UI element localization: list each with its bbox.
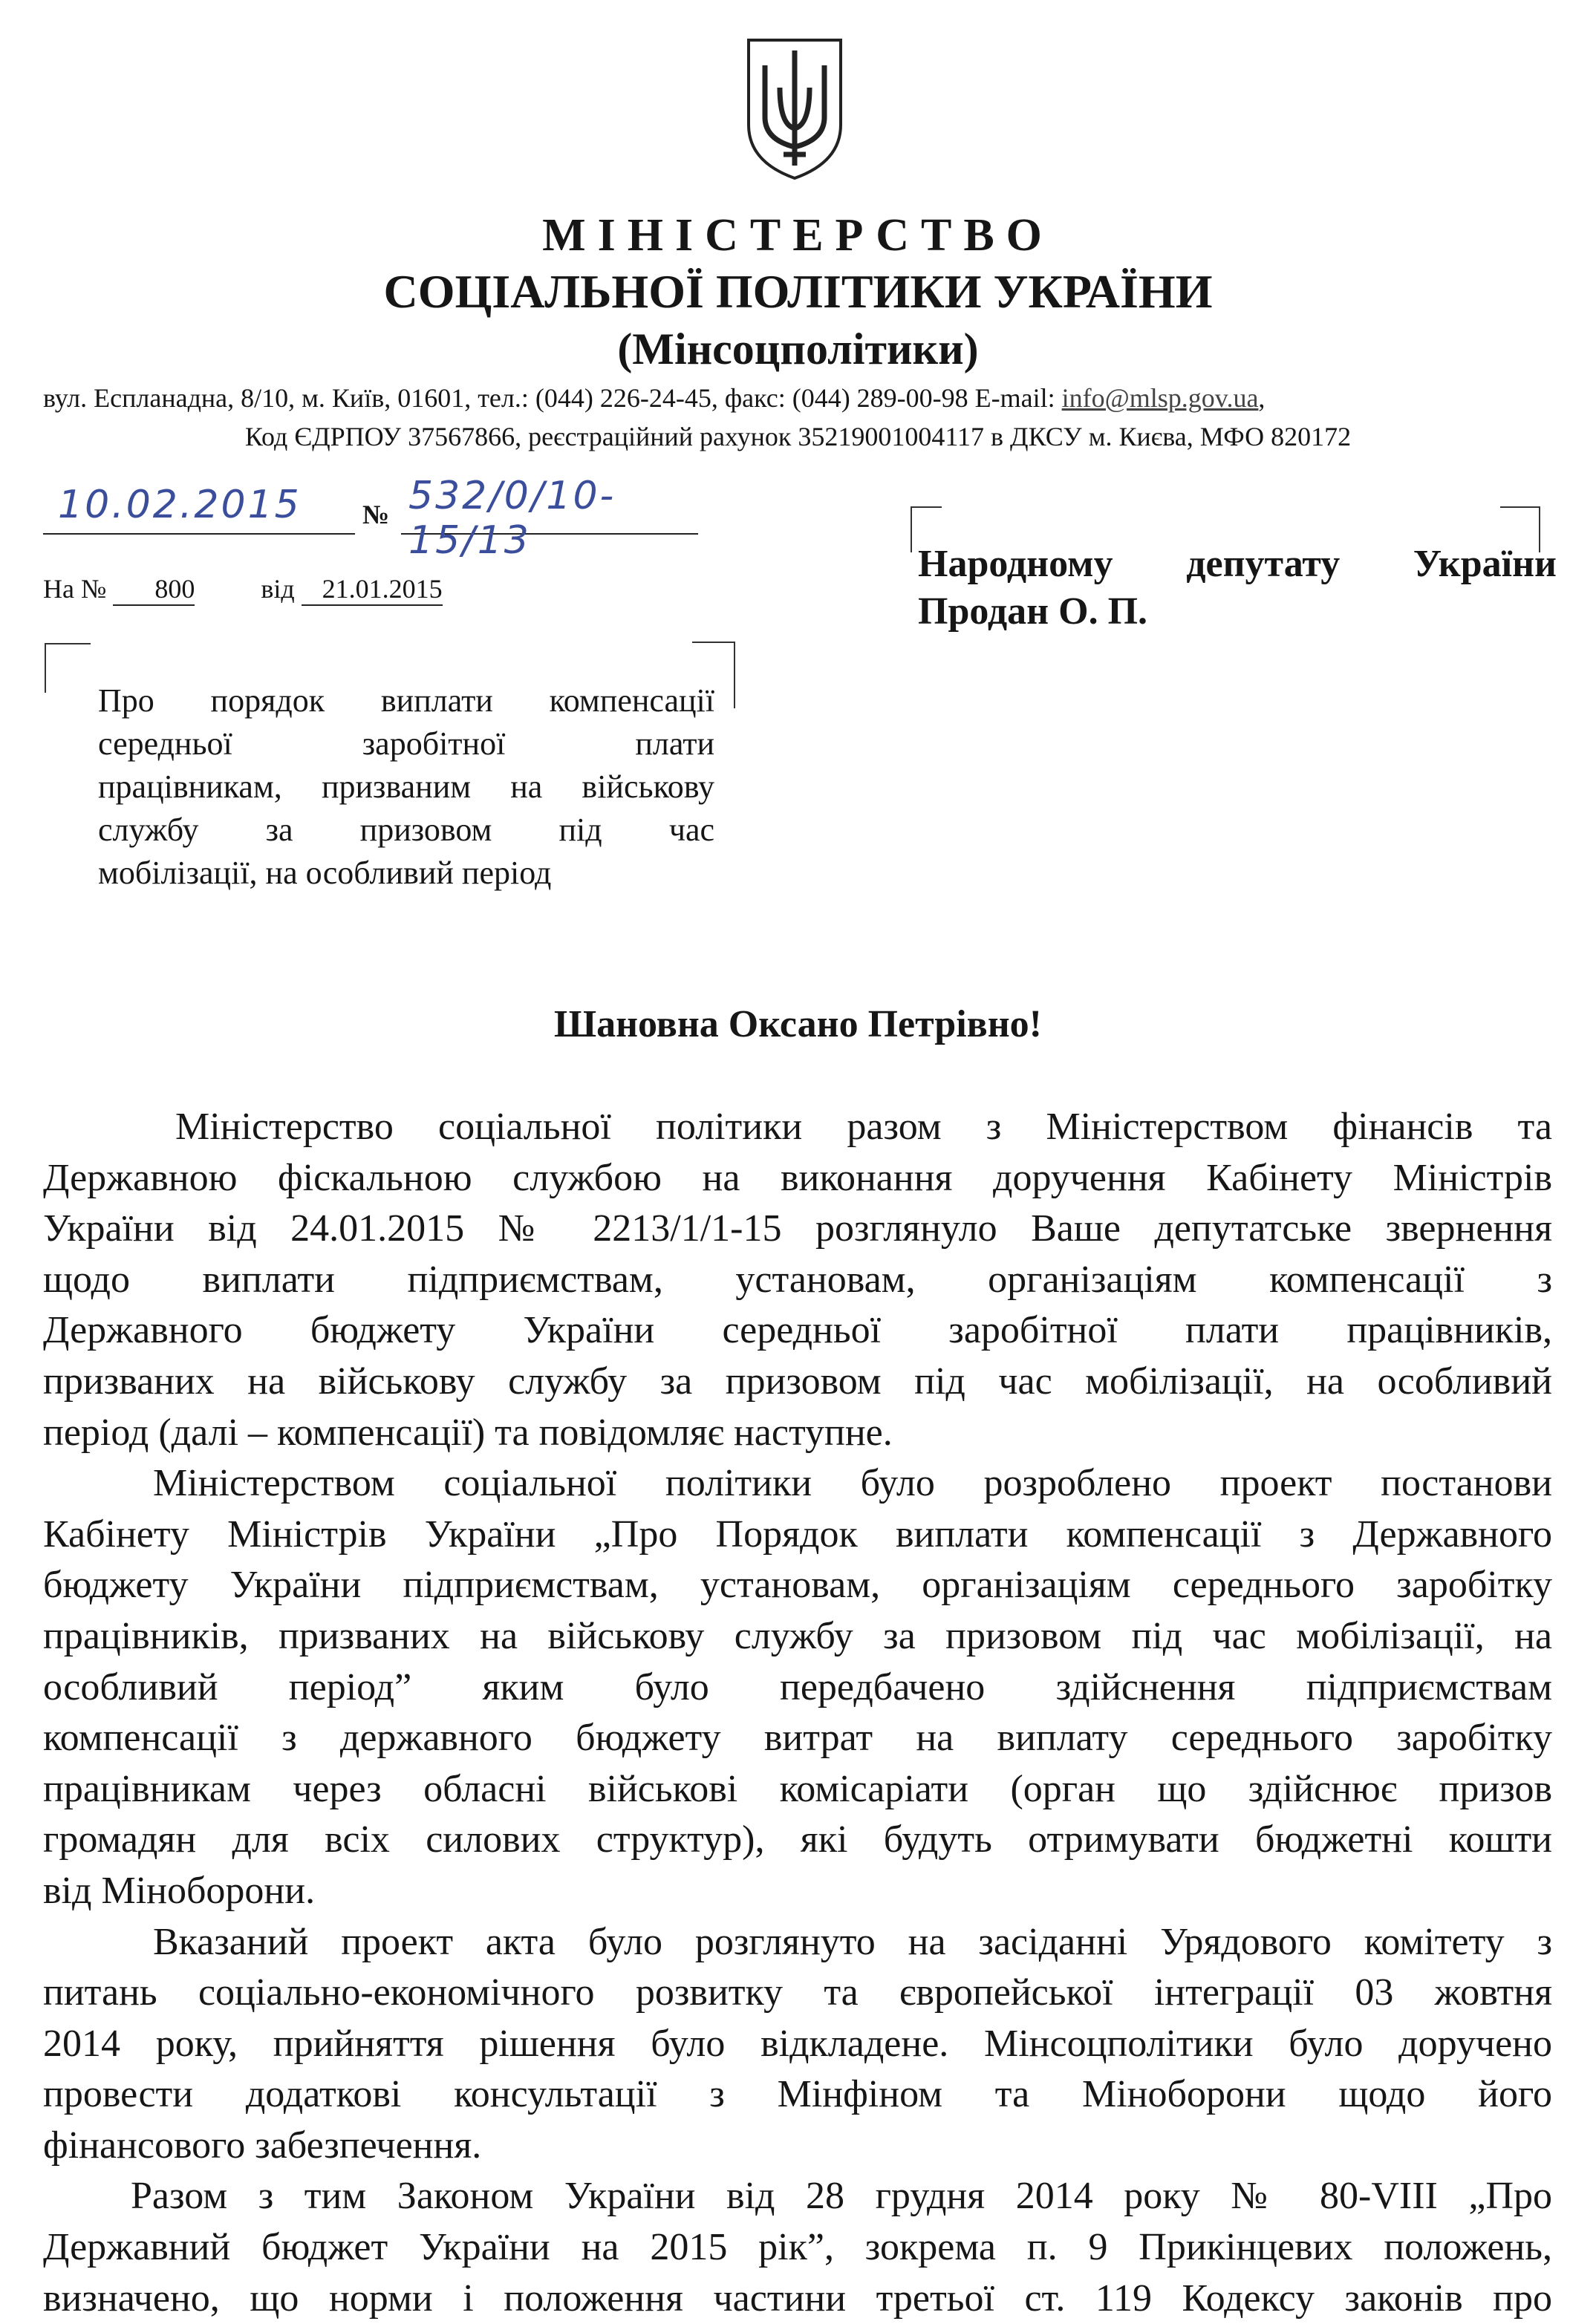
reference-line xyxy=(43,573,443,606)
ministry-short-name: (Мінсоцполітики) xyxy=(617,324,979,373)
body-paragraph xyxy=(43,1917,1552,2172)
body-line: питань соціально-економічного розвитку та європейської інтеграції 03 жовтня xyxy=(43,1971,1552,2014)
greeting: Шановна Оксано Петрівно! xyxy=(553,1003,1043,1045)
trident-emblem-icon xyxy=(743,36,847,181)
body-line: період (далі – компенсації) та повідомляє наступне. xyxy=(43,1411,893,1454)
body-line: бюджету України підприємствам, установам, організаціям середнього заробітку xyxy=(43,1564,1552,1607)
subject-line: Про порядок виплати компенсації xyxy=(98,682,714,719)
body-line: Разом з тим Законом України від 28 грудня 2014 року № 80-VIII „Про xyxy=(131,2175,1552,2218)
address-text: вул. Еспланадна, 8/10, м. Київ, 01601, тел.: (044) 226-24-45, факс: (044) 289-00-98 E-mail: xyxy=(43,383,1062,413)
body-line: Вказаний проект акта було розглянуто на засіданні Урядового комітету з xyxy=(153,1920,1552,1963)
body-line: Державний бюджет України на 2015 рік”, зокрема п. 9 Прикінцевих положень, xyxy=(43,2226,1552,2269)
body-line: фінансового забезпечення. xyxy=(43,2124,482,2167)
body-paragraph xyxy=(43,1458,1552,1916)
subject-line: працівникам, призваним на військову xyxy=(98,768,714,805)
subject-line: службу за призовом під час xyxy=(98,812,714,848)
ministry-full-name: СОЦІАЛЬНОЇ ПОЛІТИКИ УКРАЇНИ xyxy=(383,265,1213,318)
body-line: особливий період” яким було передбачено здійснення підприємствам xyxy=(43,1665,1552,1708)
body-line: Міністерство соціальної політики разом з Міністерством фінансів та xyxy=(175,1106,1552,1148)
subject-bracket-left xyxy=(45,643,91,693)
body-line: компенсації з державного бюджету витрат на виплату середнього заробітку xyxy=(43,1717,1552,1760)
body-line: громадян для всіх силових структур), які будуть отримувати бюджетні кошти xyxy=(43,1818,1552,1861)
body-line: працівникам через обласні військові комісаріати (орган що здійснює призов xyxy=(43,1767,1552,1810)
recipient-title: Народному депутату України xyxy=(918,543,1557,585)
outgoing-date-field xyxy=(43,484,355,535)
subject-line: мобілізації, на особливий період xyxy=(98,855,552,891)
reference-number: 800 xyxy=(113,573,195,606)
ministry-address xyxy=(43,382,1265,414)
body-line: 2014 року, прийняття рішення було відкладене. Мінсоцполітики було доручено xyxy=(43,2022,1552,2065)
body-line: Державною фіскальною службою на виконання доручення Кабінету Міністрів xyxy=(43,1156,1552,1199)
letter-body xyxy=(43,1102,1552,2324)
body-line: щодо виплати підприємствам, установам, організаціям компенсації з xyxy=(43,1258,1552,1301)
letter-subject xyxy=(98,679,714,895)
number-label: № xyxy=(362,500,390,529)
subject-line: середньої заробітної плати xyxy=(98,725,714,762)
body-line: України від 24.01.2015 № 2213/1/1-15 розглянуло Ваше депутатське звернення xyxy=(43,1207,1552,1250)
body-line: Державного бюджету України середньої заробітної плати працівників, xyxy=(43,1309,1552,1352)
recipient-name: Продан О. П. xyxy=(918,590,1148,633)
body-line: Міністерством соціальної політики було розроблено проект постанови xyxy=(153,1462,1552,1505)
address-suffix: , xyxy=(1258,383,1266,413)
reference-date: 21.01.2015 xyxy=(302,573,443,606)
outgoing-date: 10.02.2015 xyxy=(58,483,302,527)
body-line: визначено, що норми і положення частини третьої ст. 119 Кодексу законів про xyxy=(43,2276,1552,2320)
body-line: Кабінету Міністрів України „Про Порядок виплати компенсації з Державного xyxy=(43,1512,1552,1556)
body-paragraph xyxy=(43,1102,1552,1458)
ministry-codes: Код ЄДРПОУ 37567866, реєстраційний рахунок 35219001004117 в ДКСУ м. Києва, МФО 820172 xyxy=(244,422,1352,451)
body-line: працівників, призваних на військову службу за призовом під час мобілізації, на xyxy=(43,1614,1552,1657)
body-line: призваних на військову службу за призовом під час мобілізації, на особливий xyxy=(43,1360,1552,1403)
body-line: від Міноборони. xyxy=(43,1869,316,1912)
body-paragraph xyxy=(43,2171,1552,2324)
outgoing-number-field xyxy=(401,474,698,563)
outgoing-number: 532/0/10-15/13 xyxy=(408,474,616,563)
ministry-title: МІНІСТЕРСТВО xyxy=(542,210,1054,261)
body-line: провести додаткові консультації з Мінфіном та Міноборони щодо його xyxy=(43,2073,1552,2116)
reference-label: На № xyxy=(43,574,107,604)
reference-from-label: від xyxy=(261,574,295,604)
email-link[interactable]: info@mlsp.gov.ua xyxy=(1061,383,1259,413)
